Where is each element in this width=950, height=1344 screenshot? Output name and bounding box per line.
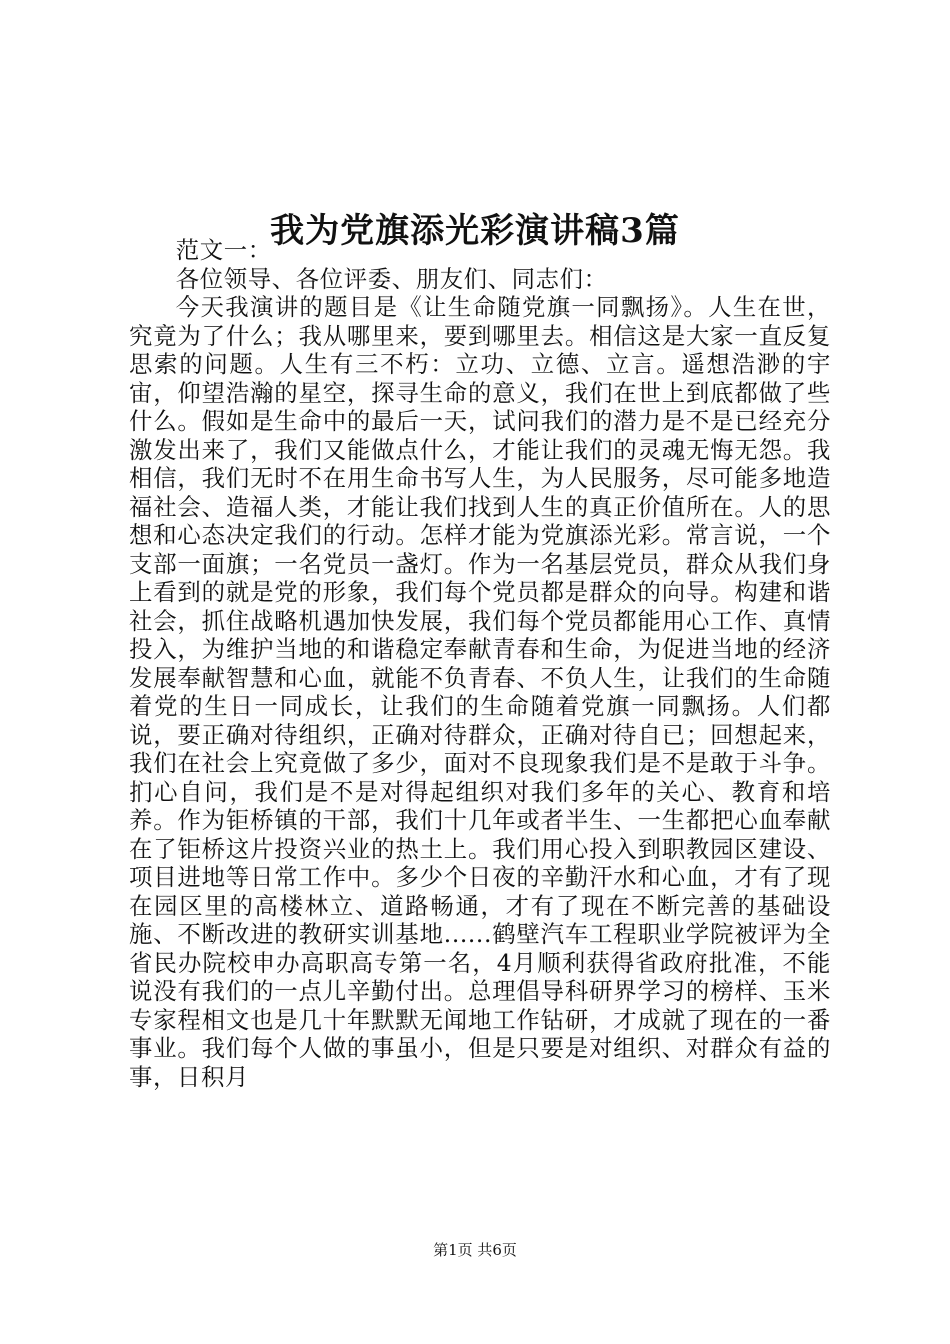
body-paragraph: 今天我演讲的题目是《让生命随党旗一同飘扬》。人生在世，究竟为了什么；我从哪里来，要到哪里去。相信这是大家一直反复思索的问题。人生有三不朽：立功、立德、立言。遥想浩渺的宇宙，仰望浩瀚的星空，探寻生命的意义，我们在世上到底都做了些什么。假如是生命中的最后一天，试问我们的潜力是不是已经充分激发出来了，我们又能做点什么，才能让我们的灵魂无悔无怨。我相信，我们无时不在用生命书写人生，为人民服务，尽可能多地造福社会、造福人类，才能让我们找到人生的真正价值所在。人的思想和心态决定我们的行动。怎样才能为党旗添光彩。常言说，一个支部一面旗；一名党员一盏灯。作为一名基层党员，群众从我们身上看到的就是党的形象，我们每个党员都是群众的向导。构建和谐社会，抓住战略机遇加快发展，我们每个党员都能用心工作、真情投入，为维护当地的和谐稳定奉献青春和生命，为促进当地的经济发展奉献智慧和心血，就能不负青春、不负人生，让我们的生命随着党的生日一同成长，让我们的生命随着党旗一同飘扬。人们都说，要正确对待组织，正确对待群众，正确对待自已；回想起来，我们在社会上究竟做了多少，面对不良现象我们是不是敢于斗争。扪心自问，我们是不是对得起组织对我们多年的关心、教育和培养。作为钜桥镇的干部，我们十几年或者半生、一生都把心血奉献在了钜桥这片投资兴业的热土上。我们用心投入到职教园区建设、项目进地等日常工作中。多少个日夜的辛勤汗水和心血，才有了现在园区里的高楼林立、道路畅通，才有了现在不断完善的基础设施、不断改进的教研实训基地......鹤壁汽车工程职业学院被评为全省民办院校申办高职高专第一名，4月顺利获得省政府批准，不能说没有我们的一点儿辛勤付出。总理倡导科研界学习的榜样、玉米专家程相文也是几十年默默无闻地工作钻研，才成就了现在的一番事业。我们每个人做的事虽小，但是只要是对组织、对群众有益的事，日积月 (129, 293, 831, 1091)
document-body (129, 236, 831, 1091)
page-footer: 第1页 共6页 (433, 1241, 517, 1259)
section-label: 范文一： (175, 236, 272, 264)
page-title: 我为党旗添光彩演讲稿3篇 (270, 210, 680, 251)
salutation: 各位领导、各位评委、朋友们、同志们： (175, 264, 608, 293)
